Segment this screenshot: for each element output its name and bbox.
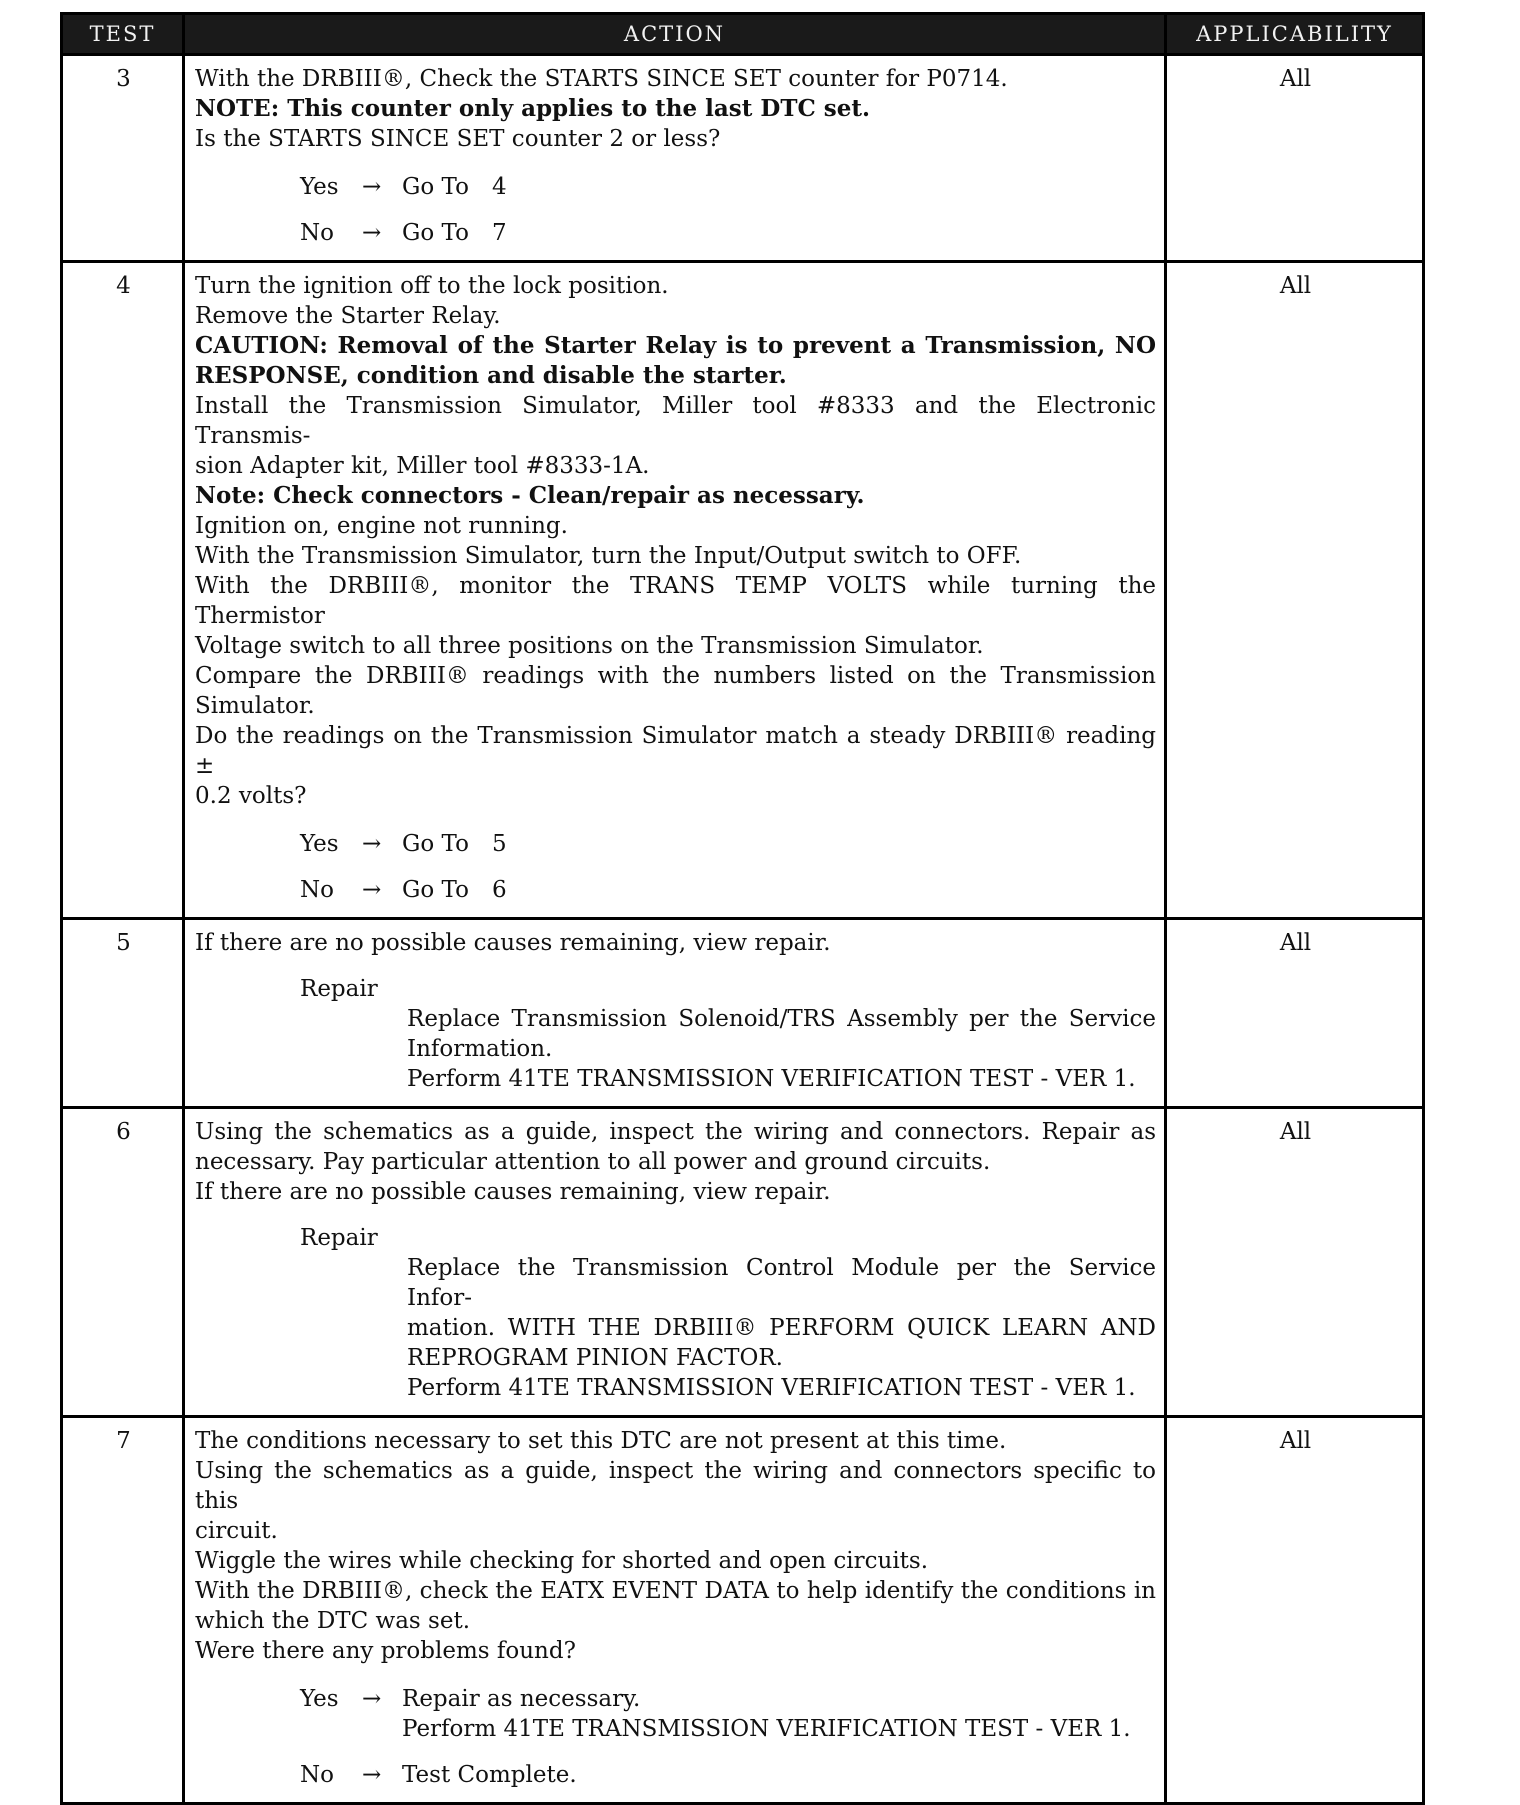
yes-label: Yes [300,174,339,200]
action-line: With the Transmission Simulator, turn the Input/Output switch to OFF. [195,543,1022,569]
yes-branch [195,1684,1156,1744]
table-header-row [62,14,1424,55]
note-line: NOTE: This counter only applies to the last DTC set. [195,95,870,122]
table-row-test-5 [62,919,1424,1108]
action-line: circuit. [195,1518,278,1544]
caution-line: CAUTION: Removal of the Starter Relay is to prevent a Transmission, NO [195,332,1156,359]
action-line: The conditions necessary to set this DTC are not present at this time. [195,1428,1007,1454]
action-line: With the DRBIII®, Check the STARTS SINCE SET counter for P0714. [195,66,1008,92]
repair-line: Replace the Transmission Control Module per the Service Infor- [407,1255,1156,1311]
test-number: 6 [62,1108,184,1417]
action-cell [184,1108,1166,1417]
result-line: Repair as necessary. [402,1686,641,1712]
diagnostic-procedure-table [60,12,1425,1805]
yes-branch [195,172,1156,202]
test-number: 7 [62,1417,184,1804]
yes-label: Yes [300,831,339,857]
go-to-target: 6 [492,877,507,903]
question-line: Is the STARTS SINCE SET counter 2 or less? [195,126,721,152]
go-to-target: 5 [492,831,507,857]
caution-line: RESPONSE, condition and disable the starter. [195,362,787,389]
right-arrow-icon: → [362,1686,382,1712]
no-branch [195,875,1156,905]
right-arrow-icon: → [362,174,382,200]
applicability-value: All [1166,1108,1424,1417]
action-line: Remove the Starter Relay. [195,303,501,329]
action-line: Ignition on, engine not running. [195,513,568,539]
repair-label: Repair [300,1225,378,1251]
question-line: Were there any problems found? [195,1638,576,1664]
result-line: Perform 41TE TRANSMISSION VERIFICATION TEST - VER 1. [402,1716,1131,1742]
test-number: 3 [62,55,184,262]
table-row-test-4 [62,262,1424,919]
action-line: Wiggle the wires while checking for shorted and open circuits. [195,1548,929,1574]
action-line: If there are no possible causes remaining, view repair. [195,930,831,956]
applicability-value: All [1166,1417,1424,1804]
action-line: Using the schematics as a guide, inspect the wiring and connectors. Repair as [195,1119,1156,1145]
action-line: With the DRBIII®, check the EATX EVENT DATA to help identify the conditions in [195,1578,1156,1604]
action-line: Using the schematics as a guide, inspect the wiring and connectors specific to this [195,1458,1156,1514]
no-label: No [300,1762,334,1788]
action-cell [184,919,1166,1108]
repair-line: Perform 41TE TRANSMISSION VERIFICATION TEST - VER 1. [407,1375,1136,1401]
diagnostic-procedure-table-container [60,12,1425,1805]
action-line: With the DRBIII®, monitor the TRANS TEMP VOLTS while turning the Thermistor [195,573,1156,629]
table-row-test-3 [62,55,1424,262]
header-test: TEST [62,14,184,55]
table-row-test-6 [62,1108,1424,1417]
repair-line: mation. WITH THE DRBIII® PERFORM QUICK LEARN AND [407,1315,1156,1341]
yes-label: Yes [300,1686,339,1712]
repair-label: Repair [300,976,378,1002]
action-cell [184,1417,1166,1804]
action-line: Simulator. [195,693,315,719]
repair-line: Replace Transmission Solenoid/TRS Assembly per the Service [407,1006,1156,1032]
applicability-value: All [1166,55,1424,262]
yes-result [402,1684,1156,1744]
note-line: Note: Check connectors - Clean/repair as necessary. [195,482,865,509]
applicability-value: All [1166,262,1424,919]
go-to-label: Go To [402,831,469,857]
go-to-target: 7 [492,220,507,246]
repair-line: Information. [407,1036,553,1062]
test-number: 5 [62,919,184,1108]
action-line: Turn the ignition off to the lock position. [195,273,669,299]
go-to-label: Go To [402,877,469,903]
right-arrow-icon: → [362,831,382,857]
go-to-label: Go To [402,174,469,200]
question-line: 0.2 volts? [195,783,307,809]
applicability-value: All [1166,919,1424,1108]
right-arrow-icon: → [362,1762,382,1788]
action-line: Voltage switch to all three positions on the Transmission Simulator. [195,633,984,659]
question-line: Do the readings on the Transmission Simulator match a steady DRBIII® reading ± [195,723,1156,779]
action-line: Compare the DRBIII® readings with the numbers listed on the Transmission [195,663,1156,689]
action-cell [184,55,1166,262]
repair-line: Perform 41TE TRANSMISSION VERIFICATION TEST - VER 1. [407,1066,1136,1092]
action-line: necessary. Pay particular attention to all power and ground circuits. [195,1149,991,1175]
table-row-test-7 [62,1417,1424,1804]
action-line: If there are no possible causes remaining, view repair. [195,1179,831,1205]
right-arrow-icon: → [362,877,382,903]
right-arrow-icon: → [362,220,382,246]
action-line: which the DTC was set. [195,1608,471,1634]
go-to-target: 4 [492,174,507,200]
header-applicability: APPLICABILITY [1166,14,1424,55]
action-cell [184,262,1166,919]
no-branch [195,1760,1156,1790]
action-line: Install the Transmission Simulator, Miller tool #8333 and the Electronic Transmis- [195,393,1156,449]
no-label: No [300,220,334,246]
no-branch [195,218,1156,248]
test-number: 4 [62,262,184,919]
no-label: No [300,877,334,903]
repair-line: REPROGRAM PINION FACTOR. [407,1345,783,1371]
action-line: sion Adapter kit, Miller tool #8333-1A. [195,453,650,479]
go-to-label: Go To [402,220,469,246]
header-action: ACTION [184,14,1166,55]
no-result: Test Complete. [402,1762,577,1788]
yes-branch [195,829,1156,859]
